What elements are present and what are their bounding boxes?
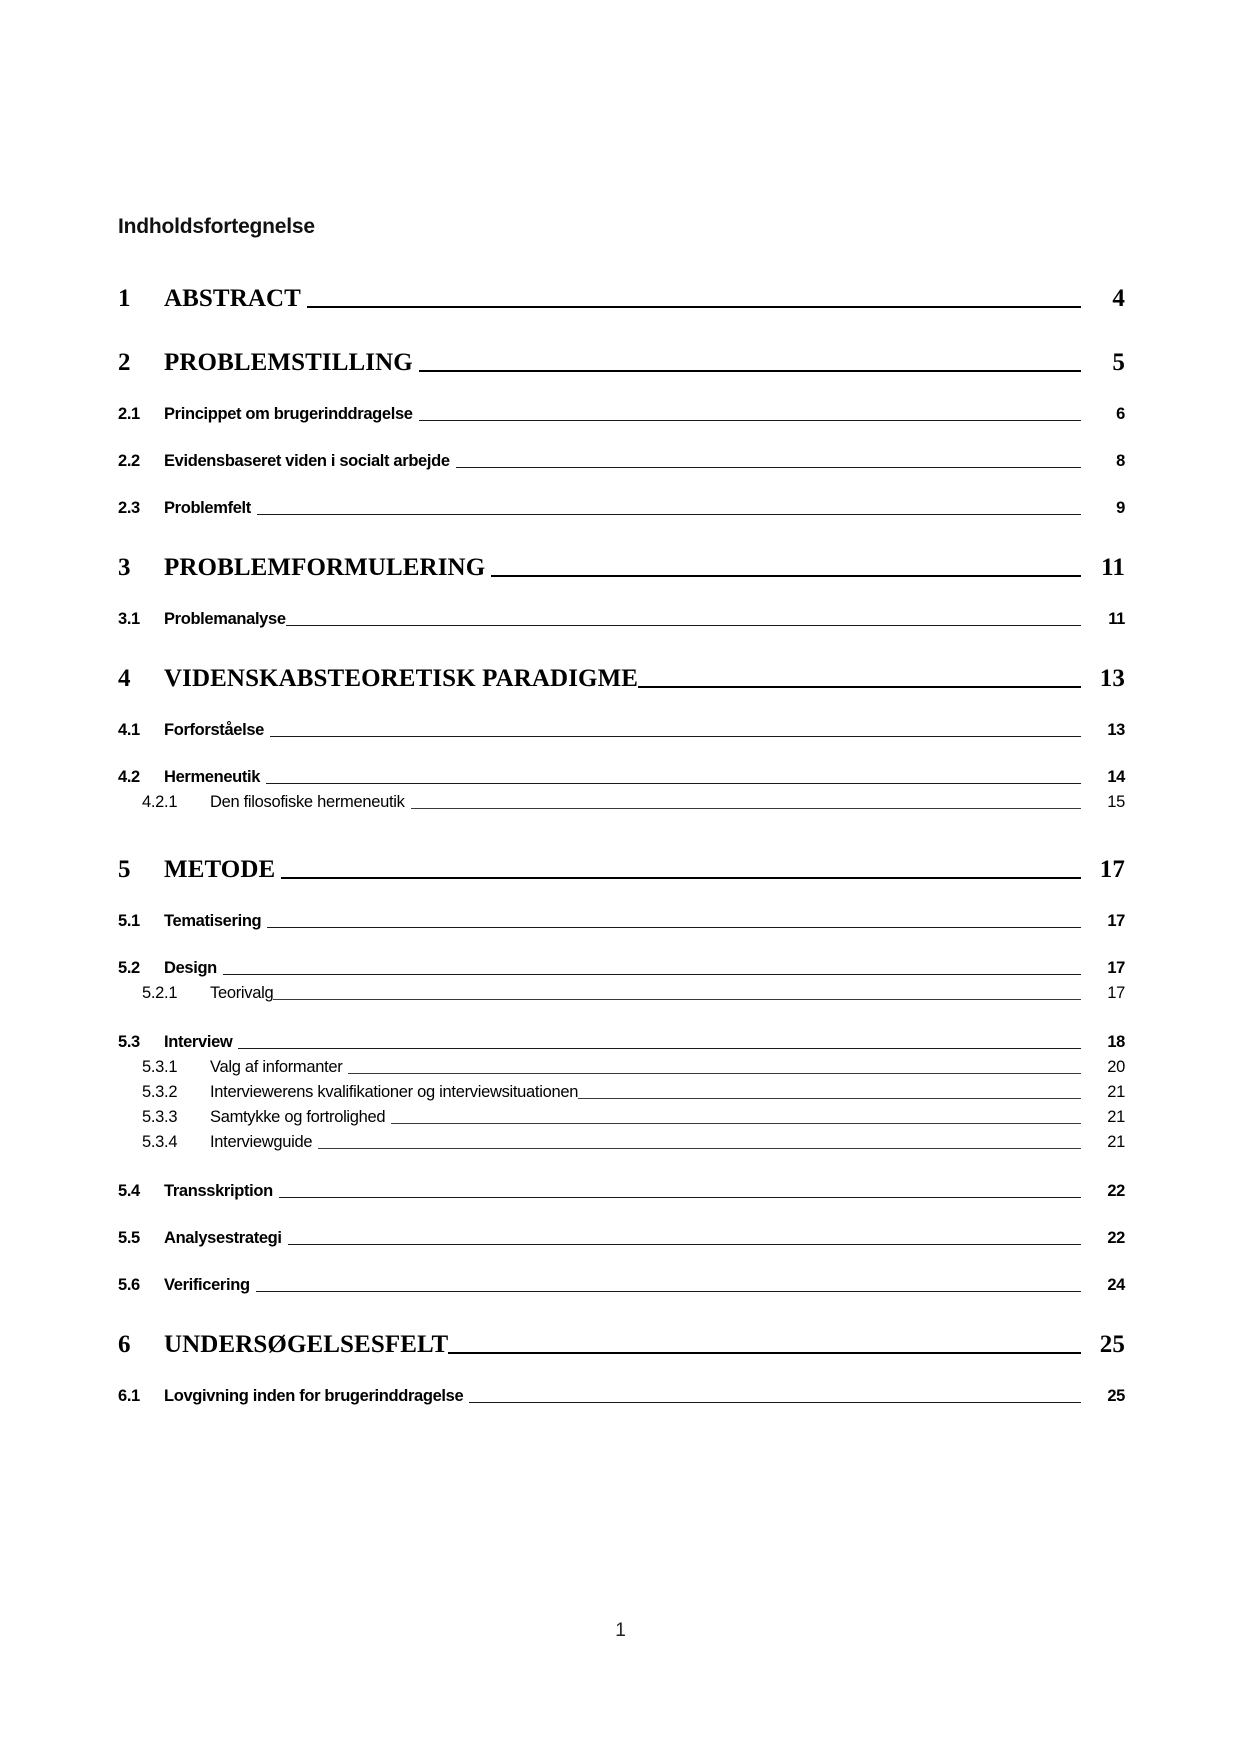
toc-entry-page-number: 18 xyxy=(1107,1033,1125,1052)
toc-entry-level-3[interactable] xyxy=(118,1083,1125,1102)
toc-entry-number: 2 xyxy=(118,349,131,377)
toc-entry-number: 3.1 xyxy=(118,610,140,629)
toc-entry-number: 2.1 xyxy=(118,405,140,424)
toc-entry-level-1[interactable] xyxy=(118,349,1125,377)
toc-entry-level-2[interactable] xyxy=(118,1387,1125,1406)
toc-entry-title: Analysestrategi xyxy=(164,1229,282,1248)
toc-entry-page-number: 11 xyxy=(1101,554,1125,582)
toc-entry-page-number: 11 xyxy=(1108,610,1125,629)
toc-entry-level-2[interactable] xyxy=(118,499,1125,518)
toc-entry-number: 1 xyxy=(118,285,131,313)
toc-list xyxy=(118,285,1125,1406)
toc-entry-level-2[interactable] xyxy=(118,721,1125,740)
toc-entry-number: 4.2 xyxy=(118,768,140,787)
toc-entry-level-2[interactable] xyxy=(118,1033,1125,1052)
toc-entry-title: VIDENSKABSTEORETISK PARADIGME xyxy=(164,665,639,693)
toc-entry-page-number: 9 xyxy=(1116,499,1125,518)
toc-entry-page-number: 22 xyxy=(1107,1229,1125,1248)
toc-entry-number: 5.3.2 xyxy=(142,1083,178,1102)
toc-entry-level-3[interactable] xyxy=(118,1058,1125,1077)
toc-entry-number: 2.3 xyxy=(118,499,140,518)
toc-entry-title: Interview xyxy=(164,1033,233,1052)
toc-entry-title: Lovgivning inden for brugerinddragelse xyxy=(164,1387,464,1406)
toc-entry-page-number: 4 xyxy=(1112,285,1125,313)
toc-entry-level-1[interactable] xyxy=(118,665,1125,693)
toc-entry-level-2[interactable] xyxy=(118,405,1125,424)
toc-entry-title: Tematisering xyxy=(164,912,262,931)
toc-container xyxy=(118,215,1125,1406)
toc-entry-level-2[interactable] xyxy=(118,768,1125,787)
toc-entry-number: 5.5 xyxy=(118,1229,140,1248)
toc-entry-number: 6 xyxy=(118,1331,131,1359)
page-title: Indholdsfortegnelse xyxy=(118,215,315,238)
toc-entry-title: UNDERSØGELSESFELT xyxy=(164,1331,449,1359)
toc-entry-page-number: 5 xyxy=(1112,349,1125,377)
toc-entry-title: Teorivalg xyxy=(210,984,274,1003)
toc-entry-title: Hermeneutik xyxy=(164,768,261,787)
toc-entry-title: Forforståelse xyxy=(164,721,264,740)
toc-entry-page-number: 17 xyxy=(1107,984,1125,1003)
toc-entry-page-number: 24 xyxy=(1107,1276,1125,1295)
toc-entry-number: 5.3.1 xyxy=(142,1058,178,1077)
toc-entry-level-1[interactable] xyxy=(118,554,1125,582)
toc-entry-page-number: 14 xyxy=(1107,768,1125,787)
toc-entry-level-3[interactable] xyxy=(118,1133,1125,1152)
toc-entry-title: Evidensbaseret viden i socialt arbejde xyxy=(164,452,450,471)
toc-entry-level-2[interactable] xyxy=(118,1182,1125,1201)
toc-entry-number: 5.3 xyxy=(118,1033,140,1052)
toc-entry-page-number: 25 xyxy=(1107,1387,1125,1406)
toc-entry-page-number: 21 xyxy=(1107,1083,1125,1102)
toc-entry-level-2[interactable] xyxy=(118,1229,1125,1248)
toc-entry-title: Problemfelt xyxy=(164,499,251,518)
toc-entry-number: 5 xyxy=(118,856,131,884)
toc-entry-title: Princippet om brugerinddragelse xyxy=(164,405,413,424)
toc-entry-title: Design xyxy=(164,959,217,978)
toc-entry-level-2[interactable] xyxy=(118,1276,1125,1295)
toc-entry-number: 6.1 xyxy=(118,1387,140,1406)
toc-entry-page-number: 21 xyxy=(1107,1133,1125,1152)
toc-entry-number: 3 xyxy=(118,554,131,582)
toc-entry-level-3[interactable] xyxy=(118,984,1125,1003)
toc-entry-title: Transskription xyxy=(164,1182,273,1201)
toc-entry-number: 5.1 xyxy=(118,912,140,931)
toc-entry-page-number: 17 xyxy=(1107,912,1125,931)
toc-entry-page-number: 6 xyxy=(1116,405,1125,424)
toc-entry-number: 5.2 xyxy=(118,959,140,978)
toc-entry-level-3[interactable] xyxy=(118,793,1125,812)
toc-entry-page-number: 17 xyxy=(1107,959,1125,978)
toc-entry-level-1[interactable] xyxy=(118,285,1125,313)
toc-entry-title: ABSTRACT xyxy=(164,285,301,313)
toc-entry-level-1[interactable] xyxy=(118,1331,1125,1359)
toc-entry-level-2[interactable] xyxy=(118,959,1125,978)
toc-entry-page-number: 22 xyxy=(1107,1182,1125,1201)
toc-entry-number: 4.2.1 xyxy=(142,793,178,812)
toc-entry-page-number: 20 xyxy=(1107,1058,1125,1077)
toc-entry-page-number: 17 xyxy=(1099,856,1125,884)
footer-page-number: 1 xyxy=(615,1620,626,1641)
toc-entry-title: Den filosofiske hermeneutik xyxy=(210,793,405,812)
toc-entry-number: 4 xyxy=(118,665,131,693)
toc-entry-title: PROBLEMFORMULERING xyxy=(164,554,486,582)
toc-entry-number: 5.2.1 xyxy=(142,984,178,1003)
toc-entry-number: 5.3.4 xyxy=(142,1133,178,1152)
toc-entry-page-number: 13 xyxy=(1099,665,1125,693)
toc-entry-title: Interviewerens kvalifikationer og interviewsituationen xyxy=(210,1083,579,1102)
toc-entry-title: Samtykke og fortrolighed xyxy=(210,1108,386,1127)
toc-entry-number: 2.2 xyxy=(118,452,140,471)
toc-entry-level-1[interactable] xyxy=(118,856,1125,884)
toc-entry-level-3[interactable] xyxy=(118,1108,1125,1127)
toc-entry-level-2[interactable] xyxy=(118,610,1125,629)
toc-entry-page-number: 21 xyxy=(1107,1108,1125,1127)
toc-entry-title: METODE xyxy=(164,856,276,884)
toc-entry-number: 5.3.3 xyxy=(142,1108,178,1127)
toc-entry-page-number: 13 xyxy=(1107,721,1125,740)
toc-entry-title: Verificering xyxy=(164,1276,250,1295)
toc-entry-title: Valg af informanter xyxy=(210,1058,343,1077)
toc-entry-level-2[interactable] xyxy=(118,452,1125,471)
toc-entry-number: 5.6 xyxy=(118,1276,140,1295)
toc-entry-title: PROBLEMSTILLING xyxy=(164,349,413,377)
toc-entry-number: 4.1 xyxy=(118,721,140,740)
toc-entry-page-number: 8 xyxy=(1116,452,1125,471)
toc-entry-title: Interviewguide xyxy=(210,1133,313,1152)
toc-entry-number: 5.4 xyxy=(118,1182,140,1201)
toc-entry-title: Problemanalyse xyxy=(164,610,286,629)
toc-entry-page-number: 25 xyxy=(1099,1331,1125,1359)
toc-entry-level-2[interactable] xyxy=(118,912,1125,931)
toc-entry-page-number: 15 xyxy=(1107,793,1125,812)
